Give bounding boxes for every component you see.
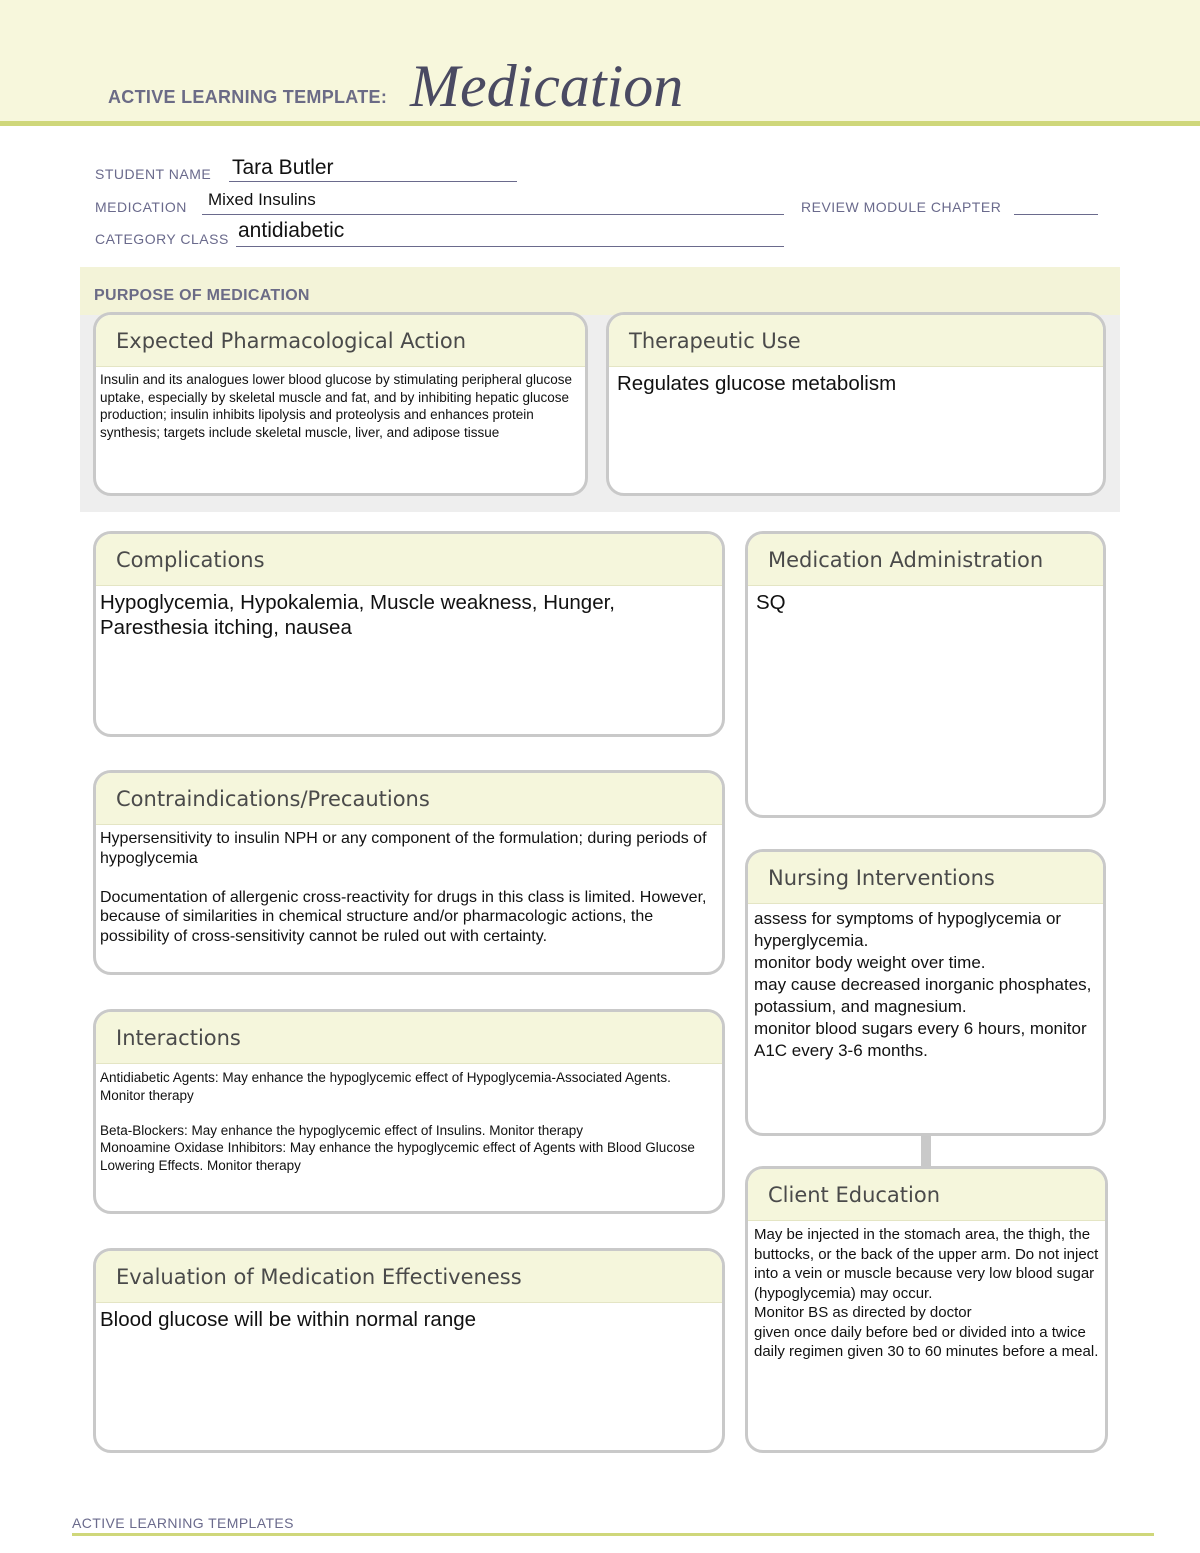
student-name-line xyxy=(229,181,517,182)
administration-text[interactable]: SQ xyxy=(756,591,786,614)
expected-action-box xyxy=(93,312,588,496)
category-class-label: CATEGORY CLASS xyxy=(95,231,229,247)
student-name-value[interactable]: Tara Butler xyxy=(232,156,334,179)
student-name-label: STUDENT NAME xyxy=(95,166,212,182)
complications-box xyxy=(93,531,725,737)
footer-rule xyxy=(72,1533,1154,1536)
header-rule xyxy=(0,121,1200,126)
template-title: Medication xyxy=(410,53,684,119)
connector-bar xyxy=(921,1134,931,1166)
medication-line xyxy=(202,214,784,215)
nursing-interventions-box xyxy=(745,849,1106,1136)
complications-text[interactable]: Hypoglycemia, Hypokalemia, Muscle weakness, Hunger, Paresthesia itching, nausea xyxy=(100,591,616,639)
client-education-title: Client Education xyxy=(748,1169,1105,1221)
administration-box xyxy=(745,531,1106,818)
footer-label: ACTIVE LEARNING TEMPLATES xyxy=(72,1515,294,1531)
expected-action-title: Expected Pharmacological Action xyxy=(96,315,585,367)
medication-label: MEDICATION xyxy=(95,199,187,215)
therapeutic-use-text[interactable]: Regulates glucose metabolism xyxy=(617,372,897,395)
client-education-text[interactable]: May be injected in the stomach area, the thigh, the buttocks, or the back of the upper arm. Do not inject into a vein or muscle because very low blood sugar (hypoglycemia) may occur. Monitor BS as directed by doctor given once daily before bed or divided into a twice daily regimen given 30 to 60 minutes before a meal. xyxy=(754,1226,1099,1360)
category-class-value[interactable]: antidiabetic xyxy=(238,219,345,242)
complications-title: Complications xyxy=(96,534,722,586)
expected-action-text[interactable]: Insulin and its analogues lower blood glucose by stimulating peripheral glucose uptake, especially by skeletal muscle and fat, and by inhibiting hepatic glucose production; insulin inhibits lipolysis and proteolysis and enhances protein synthesis; targets include skeletal muscle, liver, and adipose tissue xyxy=(100,372,573,440)
therapeutic-use-title: Therapeutic Use xyxy=(609,315,1103,367)
evaluation-text[interactable]: Blood glucose will be within normal range xyxy=(100,1308,477,1331)
category-class-line xyxy=(236,246,784,247)
client-education-box xyxy=(745,1166,1108,1453)
administration-title: Medication Administration xyxy=(748,534,1103,586)
template-label: ACTIVE LEARNING TEMPLATE: xyxy=(108,87,388,107)
purpose-label: PURPOSE OF MEDICATION xyxy=(94,287,310,304)
interactions-box xyxy=(93,1009,725,1214)
contraindications-text[interactable]: Hypersensitivity to insulin NPH or any component of the formulation; during periods of hypoglycemia Documentation of allergenic cross-reactivity for drugs in this class is limited. However, because of similarities in chemical structure and/or pharmacologic actions, the possibility of cross-sensitivity cannot be ruled out with certainty. xyxy=(100,830,707,945)
therapeutic-use-box xyxy=(606,312,1106,496)
evaluation-title: Evaluation of Medication Effectiveness xyxy=(96,1251,722,1303)
interactions-title: Interactions xyxy=(96,1012,722,1064)
contraindications-box xyxy=(93,770,725,975)
contraindications-title: Contraindications/Precautions xyxy=(96,773,722,825)
nursing-interventions-text[interactable]: assess for symptoms of hypoglycemia or hyperglycemia. monitor body weight over time. may cause decreased inorganic phosphates, potassium, and magnesium. monitor blood sugars every 6 hours, monitor A1C every 3-6 months. xyxy=(754,909,1092,1060)
evaluation-box xyxy=(93,1248,725,1453)
interactions-text[interactable]: Antidiabetic Agents: May enhance the hypoglycemic effect of Hypoglycemia-Associated Agents. Monitor therapy Beta-Blockers: May enhance the hypoglycemic effect of Insulins. Monitor therapy Monoamine Oxidase Inhibitors: May enhance the hypoglycemic effect of Agents with Blood Glucose Lowering Effects. Monitor therapy xyxy=(100,1070,695,1173)
review-module-line xyxy=(1014,214,1098,215)
nursing-interventions-title: Nursing Interventions xyxy=(748,852,1103,904)
medication-value[interactable]: Mixed Insulins xyxy=(208,190,316,209)
review-module-label: REVIEW MODULE CHAPTER xyxy=(801,199,1002,215)
